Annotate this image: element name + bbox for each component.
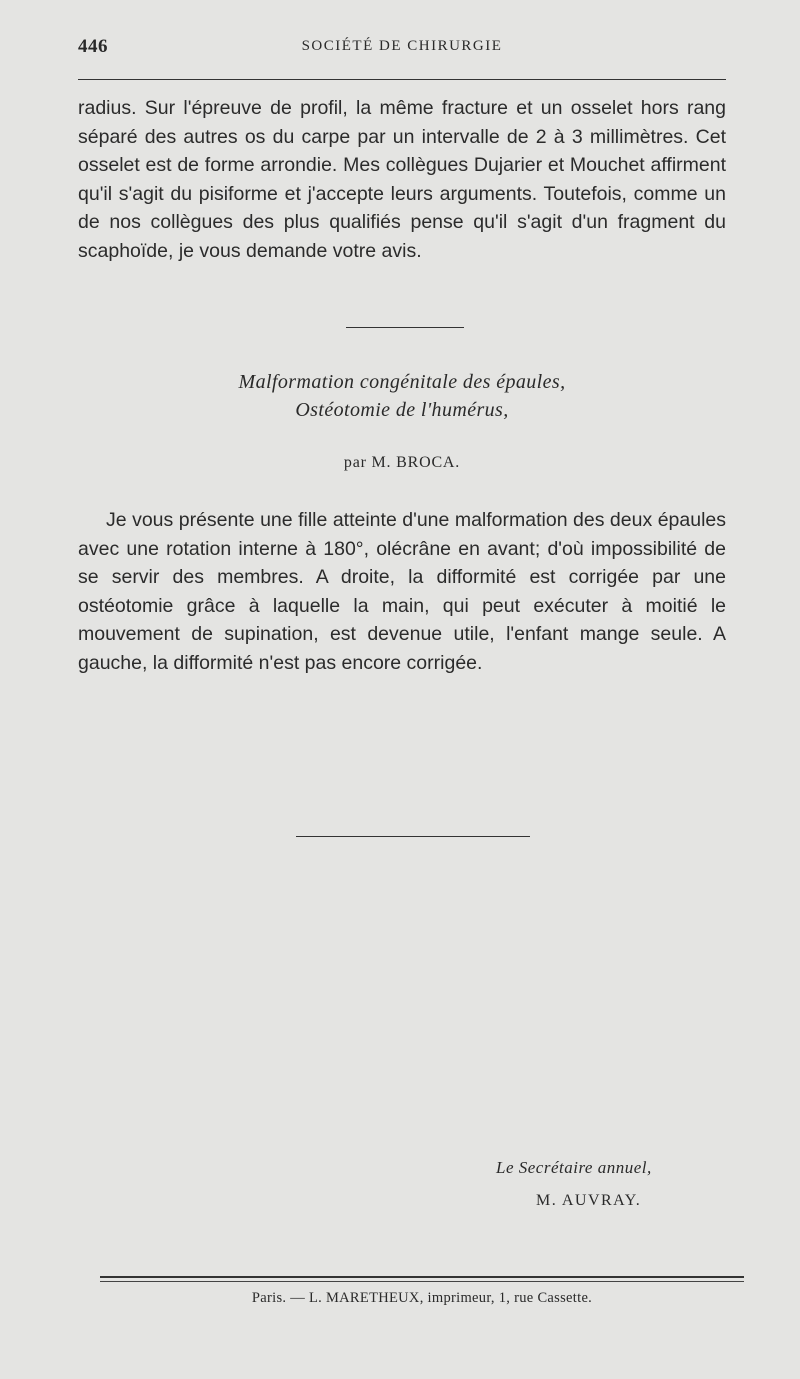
closing-separator xyxy=(296,836,530,837)
footer-rule-thin xyxy=(100,1281,744,1282)
byline: par M. BROCA. xyxy=(343,454,461,471)
article-title-line-1: Malformation congénitale des épaules, xyxy=(238,371,566,393)
running-head xyxy=(78,36,726,60)
printer-imprint: Paris. — L. MARETHEUX, imprimeur, 1, rue Cassette. xyxy=(251,1290,593,1306)
journal-title: SOCIÉTÉ DE CHIRURGIE xyxy=(301,38,503,54)
continuation-paragraph: radius. Sur l'épreuve de profil, la même fracture et un osselet hors rang séparé des autres os du carpe par un intervalle de 2 à 3 millimètres. Cet osselet est de forme arrondie. Mes collègues Dujarier et Mouchet affirment qu'il s'agit du pisiforme et j'accepte leurs arguments. Toutefois, comme un de nos collègues des plus qualifiés pense qu'il s'agit d'un fragment du scaphoïde, je vous demande votre avis. xyxy=(78,97,726,262)
signature-role: Le Secrétaire annuel, xyxy=(496,1158,652,1177)
article-title-line-2: Ostéotomie de l'humérus, xyxy=(295,399,509,421)
presentation-paragraph: Je vous présente une fille atteinte d'une malformation des deux épaules avec une rotation interne à 180°, olécrâne en avant; d'où impossibilité de se servir des membres. A droite, la difformité est corrigée par une ostéotomie grâce à laquelle la main, qui peut exécuter à moitié le mouvement de supination, est devenue utile, l'enfant mange seule. A gauche, la difformité n'est pas encore corrigée. xyxy=(78,509,726,674)
signature-name: M. AUVRAY. xyxy=(536,1192,642,1209)
article-title xyxy=(78,368,726,424)
section-separator xyxy=(346,327,464,328)
page-number: 446 xyxy=(78,36,108,57)
header-rule xyxy=(78,79,726,80)
footer-rule-thick xyxy=(100,1276,744,1278)
